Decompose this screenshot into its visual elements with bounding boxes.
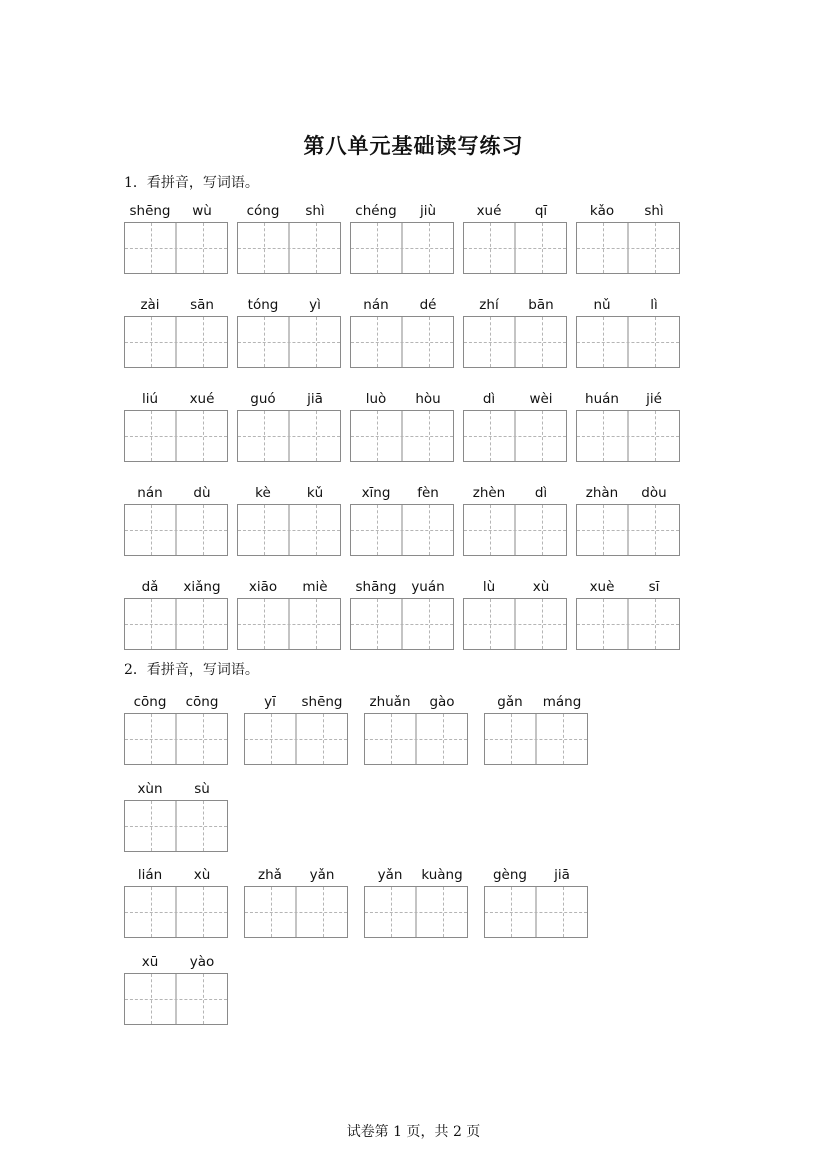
pinyin-syllable: wù	[192, 203, 212, 219]
writing-grid[interactable]	[124, 222, 228, 274]
pinyin-syllable: dù	[193, 485, 211, 501]
writing-grid[interactable]	[484, 886, 588, 938]
pinyin-syllable: xū	[141, 954, 159, 970]
writing-grid[interactable]	[364, 886, 468, 938]
pinyin-syllable: zhàn	[585, 485, 619, 501]
writing-grid[interactable]	[576, 598, 680, 650]
writing-grid[interactable]	[244, 713, 348, 765]
writing-grid[interactable]	[576, 410, 680, 462]
pinyin-syllable: chéng	[355, 203, 397, 219]
writing-grid[interactable]	[350, 504, 454, 556]
writing-grid[interactable]	[463, 598, 567, 650]
pinyin-syllable: jiù	[419, 203, 437, 219]
pinyin-syllable: xuè	[589, 579, 615, 595]
writing-grid[interactable]	[350, 410, 454, 462]
writing-grid[interactable]	[463, 222, 567, 274]
pinyin-syllable: xué	[189, 391, 215, 407]
writing-grid[interactable]	[463, 504, 567, 556]
pinyin-syllable: jié	[646, 391, 662, 407]
writing-grid[interactable]	[350, 222, 454, 274]
pinyin-syllable: xiāo	[248, 579, 278, 595]
pinyin-syllable: luò	[365, 391, 387, 407]
pinyin-syllable: shì	[644, 203, 664, 219]
pinyin-syllable: yǎn	[377, 867, 403, 883]
pinyin-syllable: cōng	[133, 694, 167, 710]
pinyin-syllable: jiā	[307, 391, 323, 407]
question-1-label: 1．看拼音，写词语。	[124, 175, 259, 191]
pinyin-syllable: yī	[264, 694, 276, 710]
writing-grid[interactable]	[463, 316, 567, 368]
writing-grid[interactable]	[124, 504, 228, 556]
pinyin-syllable: gèng	[492, 867, 527, 883]
pinyin-syllable: zhèn	[472, 485, 506, 501]
writing-grid[interactable]	[237, 222, 341, 274]
pinyin-syllable: cōng	[185, 694, 219, 710]
pinyin-syllable: zhuǎn	[369, 694, 411, 710]
question-2-label: 2．看拼音，写词语。	[124, 662, 259, 678]
writing-grid[interactable]	[576, 504, 680, 556]
pinyin-syllable: kǎo	[589, 203, 615, 219]
pinyin-syllable: xīng	[361, 485, 391, 501]
pinyin-syllable: dì	[534, 485, 548, 501]
pinyin-syllable: xiǎng	[183, 579, 221, 595]
pinyin-syllable: qī	[534, 203, 548, 219]
writing-grid[interactable]	[237, 410, 341, 462]
pinyin-syllable: tóng	[247, 297, 279, 313]
writing-grid[interactable]	[124, 973, 228, 1025]
pinyin-syllable: zhí	[479, 297, 499, 313]
writing-grid[interactable]	[124, 800, 228, 852]
pinyin-syllable: liú	[141, 391, 159, 407]
pinyin-syllable: nán	[363, 297, 389, 313]
pinyin-syllable: zhǎ	[258, 867, 282, 883]
pinyin-syllable: guó	[250, 391, 276, 407]
pinyin-syllable: gào	[429, 694, 455, 710]
writing-grid[interactable]	[124, 713, 228, 765]
pinyin-syllable: zài	[140, 297, 160, 313]
pinyin-syllable: gǎn	[497, 694, 523, 710]
pinyin-syllable: xù	[193, 867, 211, 883]
writing-grid[interactable]	[244, 886, 348, 938]
pinyin-syllable: shāng	[355, 579, 397, 595]
writing-grid[interactable]	[484, 713, 588, 765]
page-footer: 试卷第 1 页，共 2 页	[346, 1124, 481, 1140]
pinyin-syllable: lù	[482, 579, 496, 595]
pinyin-syllable: cóng	[246, 203, 280, 219]
writing-grid[interactable]	[576, 222, 680, 274]
pinyin-syllable: yǎn	[309, 867, 335, 883]
pinyin-syllable: kuàng	[421, 867, 463, 883]
pinyin-syllable: dì	[482, 391, 496, 407]
pinyin-syllable: hòu	[415, 391, 441, 407]
page-title: 第八单元基础读写练习	[303, 133, 524, 158]
pinyin-syllable: xù	[532, 579, 550, 595]
pinyin-syllable: nǔ	[593, 297, 611, 313]
pinyin-syllable: xué	[476, 203, 502, 219]
pinyin-syllable: jiā	[554, 867, 570, 883]
writing-grid[interactable]	[124, 316, 228, 368]
pinyin-syllable: kè	[255, 485, 271, 501]
writing-grid[interactable]	[237, 598, 341, 650]
pinyin-syllable: fèn	[417, 485, 439, 501]
writing-grid[interactable]	[237, 316, 341, 368]
pinyin-syllable: shēng	[301, 694, 343, 710]
pinyin-syllable: bān	[528, 297, 554, 313]
pinyin-syllable: yào	[189, 954, 215, 970]
pinyin-syllable: wèi	[529, 391, 553, 407]
pinyin-syllable: dé	[419, 297, 437, 313]
pinyin-syllable: sī	[648, 579, 660, 595]
writing-grid[interactable]	[350, 316, 454, 368]
pinyin-syllable: kǔ	[306, 485, 324, 501]
pinyin-syllable: yì	[309, 297, 321, 313]
pinyin-syllable: máng	[542, 694, 582, 710]
pinyin-syllable: shì	[305, 203, 325, 219]
pinyin-syllable: miè	[302, 579, 328, 595]
pinyin-syllable: yuán	[411, 579, 445, 595]
pinyin-syllable: nán	[137, 485, 163, 501]
pinyin-syllable: lián	[137, 867, 163, 883]
writing-grid[interactable]	[237, 504, 341, 556]
writing-grid[interactable]	[350, 598, 454, 650]
writing-grid[interactable]	[124, 598, 228, 650]
pinyin-syllable: dòu	[641, 485, 667, 501]
pinyin-syllable: lì	[650, 297, 658, 313]
pinyin-syllable: dǎ	[141, 579, 159, 595]
pinyin-syllable: sān	[190, 297, 214, 313]
writing-grid[interactable]	[124, 410, 228, 462]
pinyin-syllable: sù	[194, 781, 210, 797]
pinyin-syllable: shēng	[129, 203, 171, 219]
pinyin-syllable: xùn	[137, 781, 163, 797]
writing-grid[interactable]	[364, 713, 468, 765]
writing-grid[interactable]	[124, 886, 228, 938]
writing-grid[interactable]	[463, 410, 567, 462]
writing-grid[interactable]	[576, 316, 680, 368]
pinyin-syllable: huán	[585, 391, 619, 407]
